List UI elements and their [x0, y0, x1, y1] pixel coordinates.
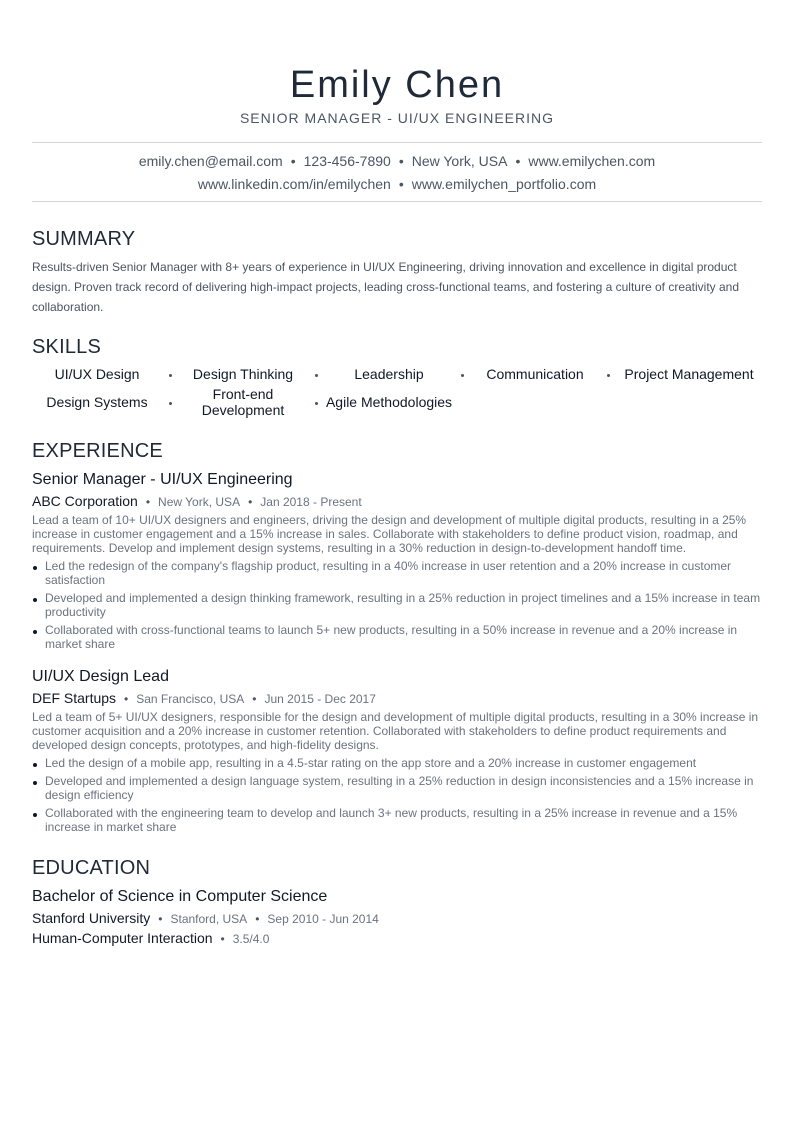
- contact-line-2: [32, 175, 762, 193]
- job-achievements: [32, 559, 762, 655]
- major-name: Human-Computer Interaction: [32, 930, 213, 946]
- achievement-text: Collaborated with the engineering team to develop and launch 3+ new products, resulting in a 25% increase in revenue and a 15% increase in market share: [45, 806, 738, 834]
- gpa-value: 3.5/4.0: [232, 932, 270, 946]
- education-meta: [32, 910, 379, 927]
- meta-separator: •: [220, 932, 225, 946]
- phone-number: 123-456-7890: [303, 153, 391, 169]
- meta-separator: •: [158, 912, 163, 926]
- contact-separator: •: [398, 176, 404, 192]
- meta-separator: •: [124, 692, 129, 706]
- company-name: DEF Startups: [32, 690, 117, 706]
- experience-heading: EXPERIENCE: [32, 440, 163, 462]
- job-meta: [32, 690, 376, 707]
- candidate-role: SENIOR MANAGER - UI/UX ENGINEERING: [239, 110, 555, 126]
- email-link[interactable]: emily.chen@email.com: [138, 153, 283, 169]
- portfolio-link[interactable]: www.emilychen_portfolio.com: [411, 176, 597, 192]
- list-item: [32, 806, 762, 834]
- list-item: [32, 559, 762, 587]
- list-item: [32, 591, 762, 619]
- summary-heading: SUMMARY: [32, 228, 136, 250]
- website-link[interactable]: www.emilychen.com: [528, 153, 656, 169]
- school-name: Stanford University: [32, 910, 151, 926]
- job-title: UI/UX Design Lead: [32, 668, 169, 685]
- skill-item: UI/UX Design: [54, 366, 140, 382]
- school-location: Stanford, USA: [170, 912, 248, 926]
- job-dates: Jan 2018 - Present: [260, 495, 362, 509]
- summary-text: Results-driven Senior Manager with 8+ years of experience in UI/UX Engineering, driving innovation and excellence in digital product design. Proven track record of delivering high-impact projects, leading cross-functional teams, and fostering a culture of creativity and collaboration.: [32, 260, 740, 314]
- skill-item: Agile Methodologies: [325, 394, 453, 410]
- achievement-text: Led the design of a mobile app, resulting in a 4.5-star rating on the app store and a 20% increase in customer engagement: [45, 756, 697, 770]
- skill-item: Communication: [486, 366, 584, 382]
- skill-separator: [315, 374, 318, 377]
- list-item: [32, 623, 762, 651]
- bullet-icon: [33, 630, 37, 634]
- skill-item: Design Thinking: [192, 366, 294, 382]
- contact-separator: •: [398, 153, 404, 169]
- meta-separator: •: [145, 495, 151, 509]
- bullet-icon: [33, 598, 37, 602]
- skill-item: Project Management: [624, 366, 754, 382]
- skill-separator: [461, 374, 464, 377]
- skill-separator: [607, 374, 610, 377]
- header-divider-top: [32, 142, 762, 143]
- linkedin-link[interactable]: www.linkedin.com/in/emilychen: [197, 176, 391, 192]
- contact-separator: •: [290, 153, 296, 169]
- contact-separator: •: [515, 153, 521, 169]
- location: New York, USA: [411, 153, 508, 169]
- achievement-text: Led the redesign of the company's flagship product, resulting in a 40% increase in user retention and a 20% increase in customer satisfaction: [45, 559, 732, 587]
- achievement-text: Developed and implemented a design thinking framework, resulting in a 25% reduction in project timelines and a 15% increase in team productivity: [45, 591, 761, 619]
- company-name: ABC Corporation: [32, 493, 138, 509]
- skill-item: Design Systems: [46, 394, 148, 410]
- list-item: [32, 756, 762, 770]
- job-description: Lead a team of 10+ UI/UX designers and engineers, driving the design and development of multiple digital products, resulting in a 25% increase in customer engagement and a 15% increase in sales. Collaborate with stakeholders to define product vision, roadmap, and requirements. Develop and implement design systems, resulting in a 30% reduction in design-to-development handoff time.: [32, 513, 747, 555]
- header-divider-bottom: [32, 201, 762, 202]
- skill-separator: [169, 402, 172, 405]
- education-heading: EDUCATION: [32, 857, 151, 879]
- job-location: San Francisco, USA: [136, 692, 245, 706]
- job-location: New York, USA: [158, 495, 241, 509]
- job-description: Led a team of 5+ UI/UX designers, responsible for the design and development of multiple digital products, resulting in a 30% increase in customer acquisition and a 20% increase in customer retention. Collaborated with stakeholders to define product requirements and developed design concepts, prototypes, and high-fidelity designs.: [32, 710, 759, 752]
- job-dates: Jun 2015 - Dec 2017: [264, 692, 376, 706]
- education-dates: Sep 2010 - Jun 2014: [267, 912, 379, 926]
- job-meta: [32, 493, 362, 510]
- skill-item: Front-end Development: [201, 386, 285, 418]
- meta-separator: •: [248, 495, 253, 509]
- meta-separator: •: [252, 692, 257, 706]
- degree-title: Bachelor of Science in Computer Science: [32, 888, 328, 905]
- education-detail: [32, 930, 269, 947]
- job-title: Senior Manager - UI/UX Engineering: [32, 471, 293, 488]
- bullet-icon: [33, 763, 37, 767]
- list-item: [32, 774, 762, 802]
- skill-item: Leadership: [354, 366, 424, 382]
- achievement-text: Developed and implemented a design language system, resulting in a 25% reduction in design inconsistencies and a 15% increase in design efficiency: [45, 774, 754, 802]
- skill-separator: [169, 374, 172, 377]
- achievement-text: Collaborated with cross-functional teams to launch 5+ new products, resulting in a 50% increase in revenue and a 20% increase in market share: [45, 623, 738, 651]
- bullet-icon: [33, 566, 37, 570]
- job-achievements: [32, 756, 762, 838]
- bullet-icon: [33, 813, 37, 817]
- bullet-icon: [33, 781, 37, 785]
- meta-separator: •: [255, 912, 260, 926]
- contact-line-1: [32, 152, 762, 170]
- candidate-name: Emily Chen: [289, 64, 505, 106]
- skills-heading: SKILLS: [32, 336, 102, 358]
- skill-separator: [315, 402, 318, 405]
